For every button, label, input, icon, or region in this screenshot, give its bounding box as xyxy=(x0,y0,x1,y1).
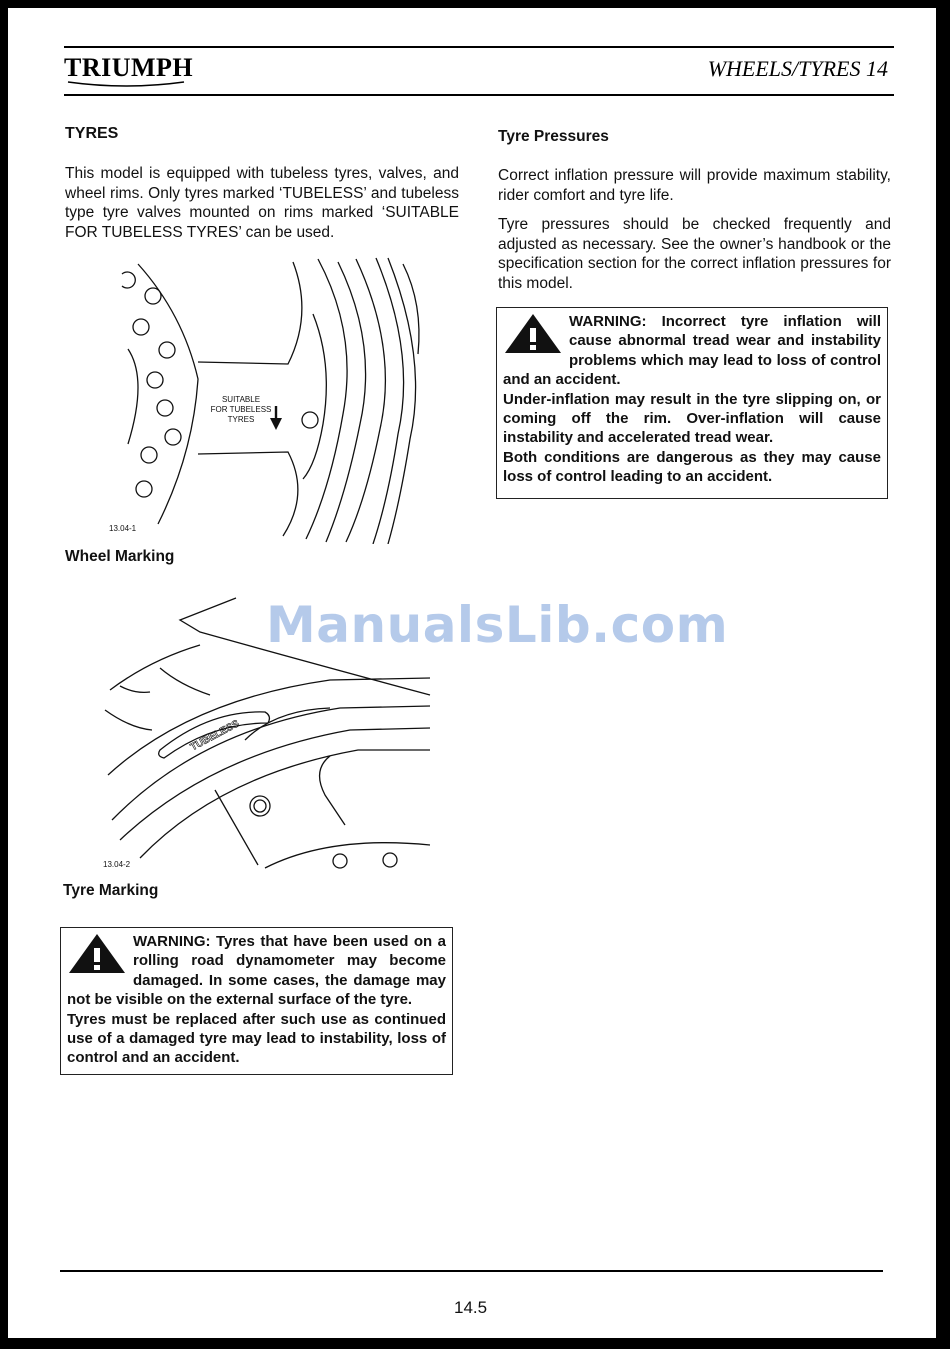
suitable-for-tubeless-label xyxy=(207,395,275,425)
warning-text-3: Both conditions are dangerous as they may cause loss of control leading to an accident. xyxy=(503,448,881,486)
warning-box-inflation xyxy=(496,307,888,499)
warning-text-2: Tyres must be replaced after such use as continued use of a damaged tyre may lead to instability, loss of control and an accident. xyxy=(67,1010,446,1067)
header-top-rule xyxy=(64,46,894,48)
brand-swoosh-icon xyxy=(66,80,186,88)
section-heading-tyre-pressures: Tyre Pressures xyxy=(498,128,609,145)
section-heading-tyres: TYRES xyxy=(65,125,119,142)
manual-page xyxy=(8,8,936,1338)
caption-wheel-marking: Wheel Marking xyxy=(65,548,175,565)
warning-text-1: WARNING: Tyres that have been used on a rolling road dynamometer may become damaged. In some cases, the damage may not be visible on the external surface of the tyre. xyxy=(67,933,446,1009)
label-line-1: SUITABLE xyxy=(221,395,261,404)
warning-triangle-icon xyxy=(67,932,127,974)
warning-text-1: WARNING: Incorrect tyre inflation will cause abnormal tread wear and instability problems which may lead to loss of control and an accident. xyxy=(503,313,881,389)
warning-triangle-icon xyxy=(503,312,563,354)
pressures-paragraph-1: Correct inflation pressure will provide maximum stability, rider comfort and tyre life. xyxy=(498,167,891,204)
tyres-paragraph: This model is equipped with tubeless tyres, valves, and wheel rims. Only tyres marked ‘TUBELESS’ and tubeless type tyre valves mounted on rims marked ‘SUITABLE FOR TUBELESS TYRES’ can be used. xyxy=(65,165,459,241)
brand-logo: TRIUMPH xyxy=(64,53,194,82)
label-line-3: TYRES xyxy=(227,415,255,424)
caption-tyre-marking: Tyre Marking xyxy=(63,882,159,899)
pressures-paragraph-2: Tyre pressures should be checked frequently and adjusted as necessary. See the owner’s handbook or the specification section for the correct inflation pressures for this model. xyxy=(498,216,891,292)
chapter-title: WHEELS/TYRES 14 xyxy=(707,56,888,81)
warning-box-dynamometer xyxy=(60,927,453,1075)
tubeless-emboss-text: TUBELESS xyxy=(188,718,242,754)
manualslib-watermark: ManualsLib.com xyxy=(266,596,729,654)
header-bottom-rule xyxy=(64,94,894,96)
page-number: 14.5 xyxy=(454,1298,488,1317)
warning-text-2: Under-inflation may result in the tyre slipping on, or coming off the rim. Over-inflation will cause instability and accelerated tread wear. xyxy=(503,390,881,447)
figure-number-2: 13.04-2 xyxy=(103,860,131,869)
label-line-2: FOR TUBELESS xyxy=(210,405,272,414)
figure-number-1: 13.04-1 xyxy=(109,524,137,533)
footer-rule xyxy=(60,1270,883,1272)
